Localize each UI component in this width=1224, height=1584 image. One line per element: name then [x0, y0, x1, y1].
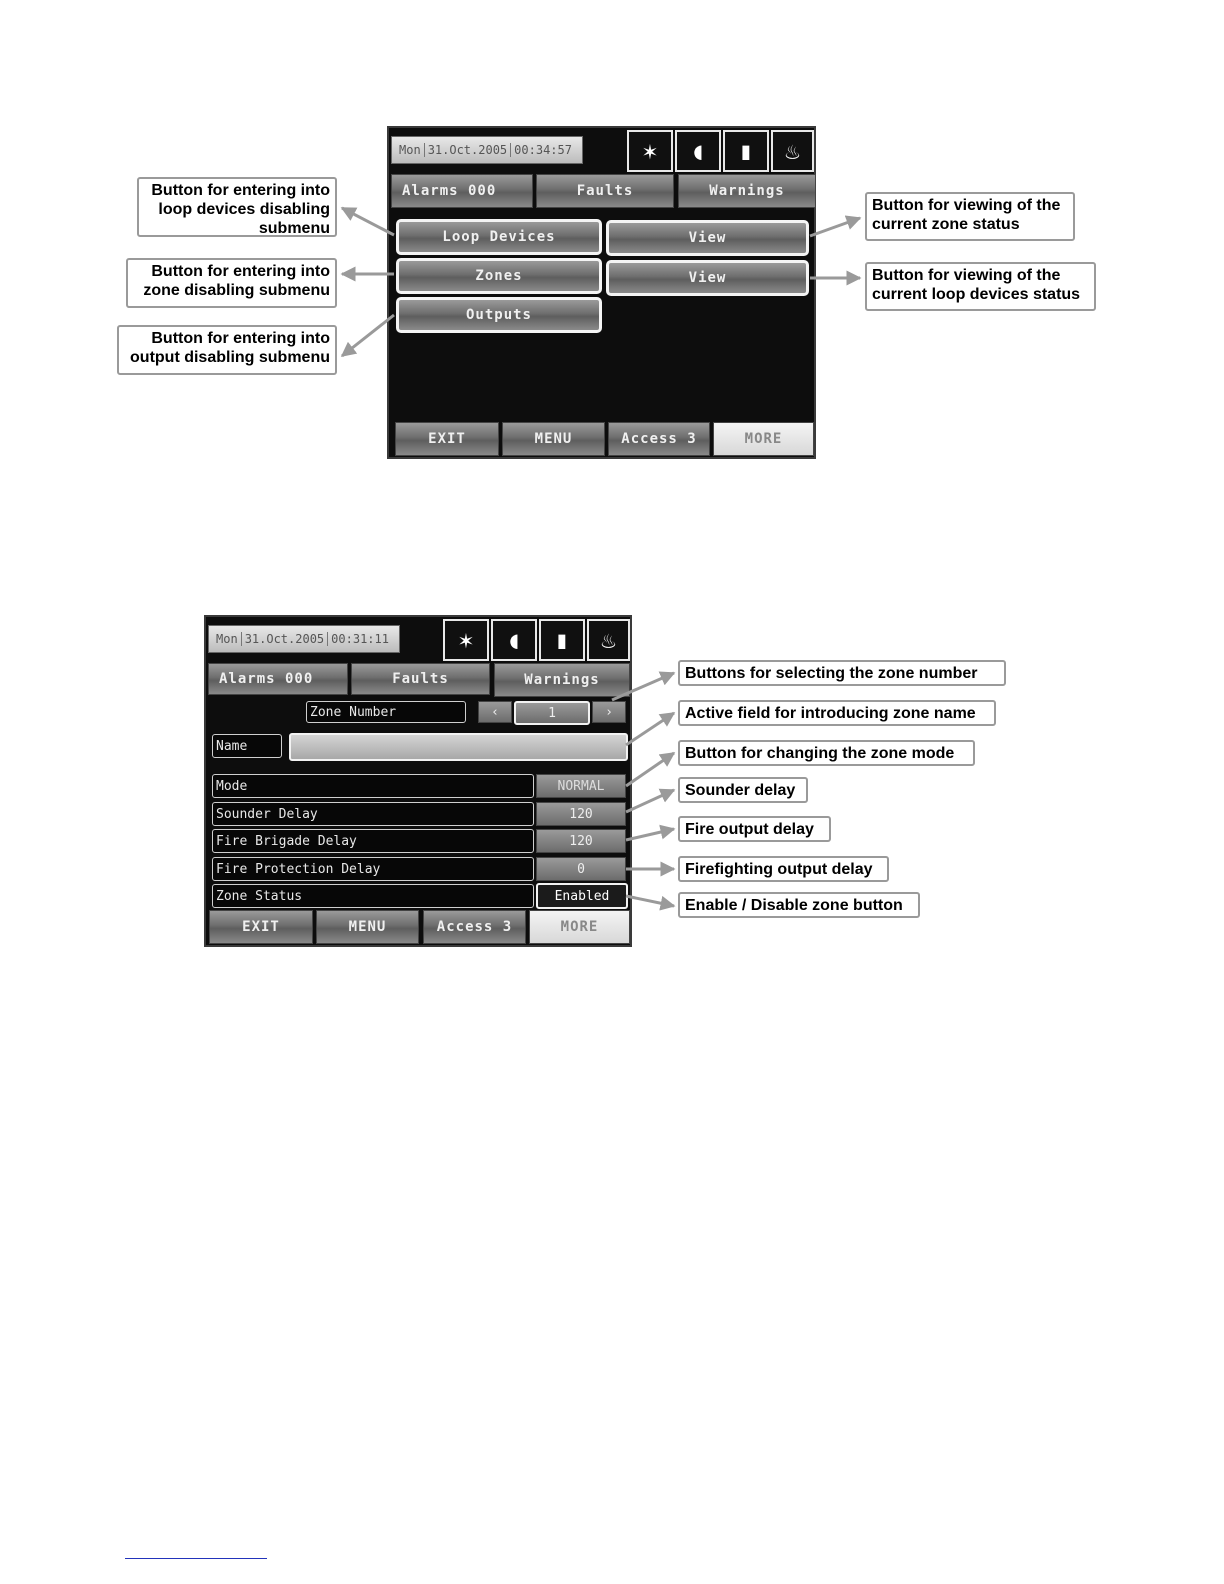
zones-button[interactable]: Zones — [396, 258, 602, 294]
fire-icon[interactable]: ♨ — [587, 619, 630, 661]
warnings-tab[interactable]: Warnings — [678, 174, 816, 208]
arrow-sounder — [626, 790, 674, 812]
mode-button[interactable]: NORMAL — [536, 774, 626, 798]
callout-firefighting: Firefighting output delay — [678, 856, 889, 882]
footer-rule — [125, 1558, 267, 1559]
zone-prev-button[interactable]: ‹ — [478, 701, 512, 723]
callout-enable: Enable / Disable zone button — [678, 892, 920, 918]
zone-name-input[interactable] — [289, 733, 628, 761]
more-button[interactable]: MORE — [529, 910, 630, 944]
date-time: 00:31:11 — [331, 632, 389, 646]
zone-number-value[interactable]: 1 — [514, 701, 590, 725]
fire-protection-delay-label: Fire Protection Delay — [212, 857, 534, 881]
name-label: Name — [212, 734, 282, 758]
fire-protection-delay-value[interactable]: 0 — [536, 857, 626, 881]
access-button[interactable]: Access 3 — [423, 910, 526, 944]
callout-zone-name: Active field for introducing zone name — [678, 700, 996, 726]
date-date: 31.Oct.2005 — [425, 143, 511, 157]
sounder-icon[interactable]: ◖ — [675, 130, 721, 172]
outputs-button[interactable]: Outputs — [396, 297, 602, 333]
sounder-delay-label: Sounder Delay — [212, 802, 534, 826]
callout-zone-number: Buttons for selecting the zone number — [678, 660, 1006, 686]
menu-button[interactable]: MENU — [316, 910, 419, 944]
callout-view-loop: Button for viewing of the current loop devices status — [865, 262, 1096, 311]
date-date: 31.Oct.2005 — [242, 632, 328, 646]
callout-zones: Button for entering into zone disabling submenu — [126, 258, 337, 308]
arrow-zone-name — [626, 713, 674, 745]
date-day: Mon — [213, 632, 242, 646]
zone-next-button[interactable]: › — [592, 701, 626, 723]
alarms-tab[interactable]: Alarms 000 — [391, 174, 533, 208]
arrow-zone-mode — [626, 753, 674, 786]
callout-outputs: Button for entering into output disabling submenu — [117, 325, 337, 375]
date-time-display — [391, 136, 583, 164]
access-button[interactable]: Access 3 — [608, 422, 710, 456]
exit-button[interactable]: EXIT — [395, 422, 499, 456]
view-zone-status-button[interactable]: View — [606, 220, 809, 256]
callout-loop-devices: Button for entering into loop devices disabling submenu — [137, 177, 337, 237]
warnings-tab[interactable]: Warnings — [494, 663, 630, 697]
date-time-display — [208, 625, 400, 653]
date-day: Mon — [396, 143, 425, 157]
fire-icon[interactable]: ♨ — [771, 130, 814, 172]
alarms-tab[interactable]: Alarms 000 — [208, 663, 348, 695]
zone-status-label: Zone Status — [212, 884, 534, 908]
callout-zone-mode: Button for changing the zone mode — [678, 740, 975, 766]
arrow-view-zone — [810, 218, 860, 236]
exit-button[interactable]: EXIT — [209, 910, 313, 944]
fire-brigade-delay-value[interactable]: 120 — [536, 829, 626, 853]
faults-tab[interactable]: Faults — [536, 174, 674, 208]
sounder-icon[interactable]: ◖ — [491, 619, 537, 661]
callout-view-zone: Button for viewing of the current zone status — [865, 192, 1075, 241]
arrow-fire-output — [626, 829, 674, 840]
zone-edit-screen — [204, 615, 632, 947]
sparkle-star-icon[interactable]: ✶ — [627, 130, 673, 172]
extinguisher-icon[interactable]: ▮ — [539, 619, 585, 661]
fire-brigade-delay-label: Fire Brigade Delay — [212, 829, 534, 853]
callout-sounder: Sounder delay — [678, 777, 808, 803]
zone-number-label: Zone Number — [306, 701, 466, 723]
zone-status-button[interactable]: Enabled — [536, 883, 628, 909]
extinguisher-icon[interactable]: ▮ — [723, 130, 769, 172]
loop-devices-button[interactable]: Loop Devices — [396, 219, 602, 255]
menu-screen — [387, 126, 816, 459]
faults-tab[interactable]: Faults — [351, 663, 490, 695]
date-time: 00:34:57 — [514, 143, 572, 157]
arrow-enable — [626, 896, 674, 906]
menu-button[interactable]: MENU — [502, 422, 605, 456]
more-button[interactable]: MORE — [713, 422, 814, 456]
sparkle-star-icon[interactable]: ✶ — [443, 619, 489, 661]
sounder-delay-value[interactable]: 120 — [536, 802, 626, 826]
mode-label: Mode — [212, 774, 534, 798]
view-loop-status-button[interactable]: View — [606, 260, 809, 296]
callout-fire-output: Fire output delay — [678, 816, 831, 842]
